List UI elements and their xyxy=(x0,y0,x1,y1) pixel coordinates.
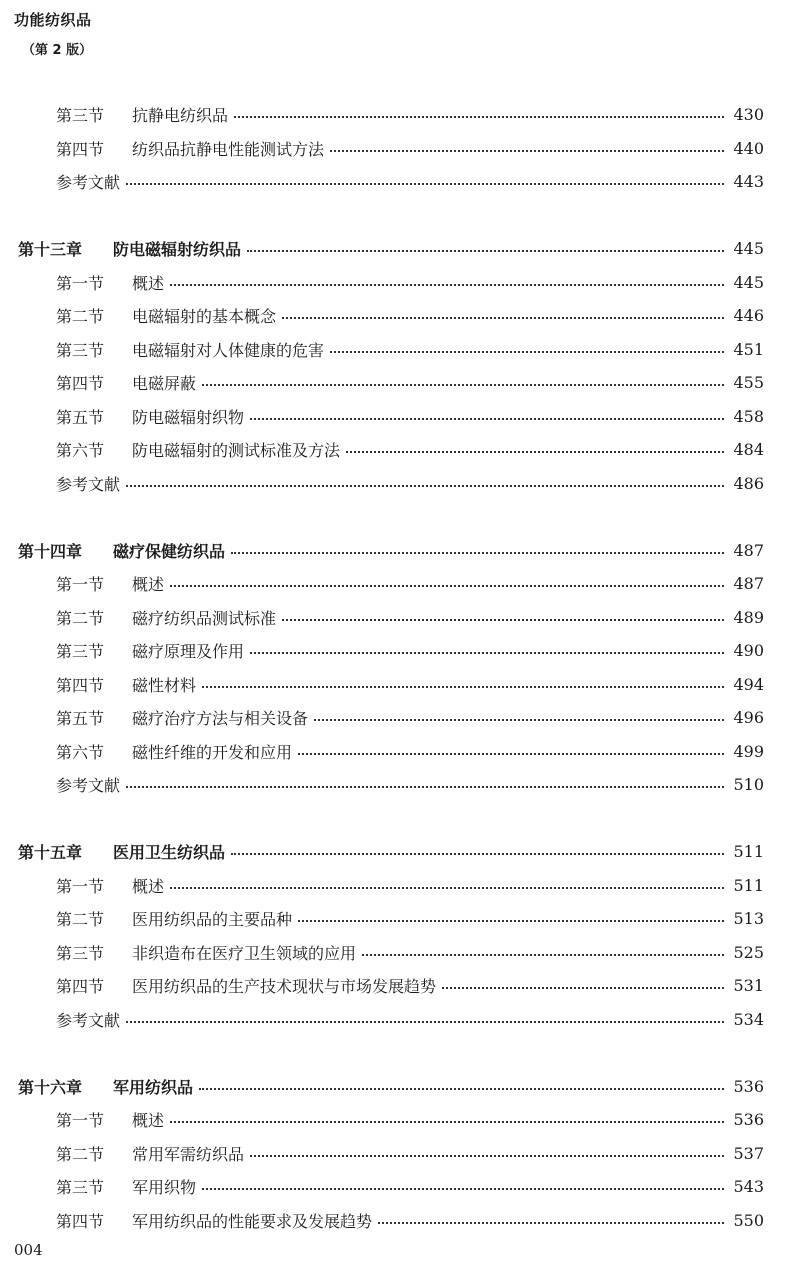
toc-entry-label xyxy=(56,740,292,763)
dot-leader xyxy=(170,283,724,286)
section-title: 电磁屏蔽 xyxy=(132,374,197,394)
toc-page-number: 486 xyxy=(733,473,764,493)
section-title: 磁性纤维的开发和应用 xyxy=(132,742,293,762)
dot-leader xyxy=(199,1087,724,1090)
toc-entry-label xyxy=(56,472,120,495)
toc-section-entry[interactable] xyxy=(0,1137,790,1171)
section-title: 电磁辐射对人体健康的危害 xyxy=(132,340,325,360)
toc-section-entry[interactable] xyxy=(0,132,790,166)
dot-leader xyxy=(282,316,724,319)
toc-entry-label xyxy=(56,606,276,629)
section-title: 概述 xyxy=(132,1111,165,1131)
chapter-title: 军用纺织品 xyxy=(113,1077,194,1097)
section-title: 非织造布在医疗卫生领域的应用 xyxy=(132,943,357,963)
dot-leader xyxy=(330,350,724,353)
toc-entry-label xyxy=(56,438,340,461)
dot-leader xyxy=(250,417,724,420)
section-number: 第三节 xyxy=(56,642,105,662)
toc-page-number: 511 xyxy=(733,875,764,895)
toc-entry-label xyxy=(56,338,324,361)
toc-page-number: 490 xyxy=(733,641,764,661)
dot-leader xyxy=(231,852,724,855)
toc-entry-label xyxy=(56,405,244,428)
section-number: 第二节 xyxy=(56,1144,105,1164)
toc-entry-label xyxy=(56,103,228,126)
toc-page-number: 543 xyxy=(733,1177,764,1197)
section-title: 参考文献 xyxy=(56,173,121,193)
toc-section-entry[interactable] xyxy=(0,1003,790,1037)
toc-spacer xyxy=(0,199,790,233)
toc-page-number: 534 xyxy=(733,1009,764,1029)
section-title: 磁性材料 xyxy=(132,675,197,695)
dot-leader xyxy=(298,919,724,922)
toc-entry-label xyxy=(56,572,164,595)
section-title: 概述 xyxy=(132,273,165,293)
toc-page-number: 443 xyxy=(733,172,764,192)
section-title: 军用纺织品的性能要求及发展趋势 xyxy=(132,1211,373,1231)
section-number: 第四节 xyxy=(56,374,105,394)
dot-leader xyxy=(378,1221,724,1224)
section-number: 第六节 xyxy=(56,742,105,762)
toc-page-number: 445 xyxy=(733,239,764,259)
section-title: 军用织物 xyxy=(132,1178,197,1198)
toc-page-number: 531 xyxy=(733,976,764,996)
toc-entry-label xyxy=(56,907,292,930)
section-number: 第五节 xyxy=(56,709,105,729)
toc-page-number: 458 xyxy=(733,406,764,426)
section-number: 第一节 xyxy=(56,575,105,595)
dot-leader xyxy=(250,651,724,654)
section-number: 第三节 xyxy=(56,340,105,360)
toc-page-number: 536 xyxy=(733,1076,764,1096)
section-title: 参考文献 xyxy=(56,474,121,494)
toc-section-entry[interactable] xyxy=(0,366,790,400)
toc-page-number: 550 xyxy=(733,1210,764,1230)
section-number: 第一节 xyxy=(56,876,105,896)
section-title: 防电磁辐射织物 xyxy=(132,407,245,427)
section-title: 电磁辐射的基本概念 xyxy=(132,307,277,327)
section-number: 第四节 xyxy=(56,977,105,997)
section-number: 第四节 xyxy=(56,1211,105,1231)
toc-entry-label xyxy=(56,304,276,327)
toc-entry-label xyxy=(56,371,196,394)
section-number: 第三节 xyxy=(56,106,105,126)
toc-page-number: 487 xyxy=(733,574,764,594)
section-title: 医用纺织品的生产技术现状与市场发展趋势 xyxy=(132,977,437,997)
dot-leader xyxy=(314,718,724,721)
toc-section-entry[interactable] xyxy=(0,165,790,199)
toc-entry-label xyxy=(18,1075,193,1098)
toc-section-entry[interactable] xyxy=(0,768,790,802)
section-number: 第二节 xyxy=(56,910,105,930)
toc-entry-label xyxy=(18,237,241,260)
toc-entry-label xyxy=(56,137,324,160)
section-title: 参考文献 xyxy=(56,1010,121,1030)
toc-page-number: 536 xyxy=(733,1110,764,1130)
section-title: 常用军需纺织品 xyxy=(132,1144,245,1164)
chapter-number: 第十六章 xyxy=(18,1077,83,1097)
toc-entry-label xyxy=(56,1142,244,1165)
section-title: 抗静电纺织品 xyxy=(132,106,229,126)
dot-leader xyxy=(126,484,724,487)
toc-page-number: 537 xyxy=(733,1143,764,1163)
toc-chapter-entry[interactable] xyxy=(0,534,790,568)
toc-entry-label xyxy=(56,874,164,897)
dot-leader xyxy=(202,685,724,688)
toc-entry-label xyxy=(56,673,196,696)
toc-page-number: 484 xyxy=(733,440,764,460)
toc-page-number: 451 xyxy=(733,339,764,359)
toc-chapter-entry[interactable] xyxy=(0,835,790,869)
toc-section-entry[interactable] xyxy=(0,902,790,936)
dot-leader xyxy=(442,986,724,989)
edition-label: （第 2 版） xyxy=(22,43,93,58)
section-number: 第二节 xyxy=(56,307,105,327)
section-number: 第一节 xyxy=(56,1111,105,1131)
toc-section-entry[interactable] xyxy=(0,98,790,132)
toc-entry-label xyxy=(56,170,120,193)
page-number: 004 xyxy=(14,1241,43,1259)
toc-page-number: 430 xyxy=(733,105,764,125)
dot-leader xyxy=(362,953,724,956)
toc-section-entry[interactable] xyxy=(0,936,790,970)
toc-entry-label xyxy=(56,941,356,964)
toc-section-entry[interactable] xyxy=(0,634,790,668)
toc-page-number: 446 xyxy=(733,306,764,326)
toc-section-entry[interactable] xyxy=(0,333,790,367)
table-of-contents xyxy=(0,98,790,1237)
toc-section-entry[interactable] xyxy=(0,299,790,333)
toc-section-entry[interactable] xyxy=(0,433,790,467)
chapter-title: 磁疗保健纺织品 xyxy=(113,541,226,561)
dot-leader xyxy=(247,249,724,252)
toc-section-entry[interactable] xyxy=(0,969,790,1003)
toc-page-number: 525 xyxy=(733,942,764,962)
section-number: 第三节 xyxy=(56,943,105,963)
toc-entry-label xyxy=(56,1209,372,1232)
section-title: 概述 xyxy=(132,876,165,896)
section-title: 防电磁辐射的测试标准及方法 xyxy=(132,441,341,461)
dot-leader xyxy=(126,1020,724,1023)
chapter-title: 医用卫生纺织品 xyxy=(113,843,226,863)
toc-entry-label xyxy=(56,271,164,294)
toc-entry-label xyxy=(56,974,436,997)
toc-entry-label xyxy=(18,539,225,562)
chapter-number: 第十五章 xyxy=(18,843,83,863)
toc-page-number: 455 xyxy=(733,373,764,393)
toc-section-entry[interactable] xyxy=(0,1204,790,1238)
toc-entry-label xyxy=(56,1175,196,1198)
section-number: 第二节 xyxy=(56,608,105,628)
section-title: 纺织品抗静电性能测试方法 xyxy=(132,139,325,159)
toc-section-entry[interactable] xyxy=(0,400,790,434)
toc-entry-label xyxy=(56,706,308,729)
section-title: 磁疗纺织品测试标准 xyxy=(132,608,277,628)
dot-leader xyxy=(202,383,724,386)
toc-section-entry[interactable] xyxy=(0,701,790,735)
section-number: 第五节 xyxy=(56,407,105,427)
dot-leader xyxy=(282,618,724,621)
dot-leader xyxy=(231,551,724,554)
section-number: 第六节 xyxy=(56,441,105,461)
toc-chapter-entry[interactable] xyxy=(0,1070,790,1104)
dot-leader xyxy=(298,752,724,755)
toc-spacer xyxy=(0,802,790,836)
toc-page-number: 513 xyxy=(733,909,764,929)
toc-section-entry[interactable] xyxy=(0,266,790,300)
toc-page-number: 489 xyxy=(733,607,764,627)
toc-spacer xyxy=(0,1036,790,1070)
chapter-number: 第十三章 xyxy=(18,240,83,260)
section-number: 第四节 xyxy=(56,675,105,695)
running-header xyxy=(14,10,92,60)
toc-page-number: 445 xyxy=(733,272,764,292)
dot-leader xyxy=(346,450,724,453)
section-title: 概述 xyxy=(132,575,165,595)
dot-leader xyxy=(234,115,724,118)
toc-page-number: 487 xyxy=(733,540,764,560)
dot-leader xyxy=(126,785,724,788)
dot-leader xyxy=(330,149,724,152)
toc-page-number: 510 xyxy=(733,775,764,795)
toc-page-number: 511 xyxy=(733,842,764,862)
chapter-number: 第十四章 xyxy=(18,541,83,561)
toc-section-entry[interactable] xyxy=(0,601,790,635)
section-title: 磁疗原理及作用 xyxy=(132,642,245,662)
dot-leader xyxy=(126,182,724,185)
dot-leader xyxy=(170,584,724,587)
toc-page-number: 494 xyxy=(733,674,764,694)
toc-section-entry[interactable] xyxy=(0,1103,790,1137)
dot-leader xyxy=(170,886,724,889)
toc-section-entry[interactable] xyxy=(0,869,790,903)
dot-leader xyxy=(250,1154,724,1157)
toc-section-entry[interactable] xyxy=(0,467,790,501)
toc-section-entry[interactable] xyxy=(0,735,790,769)
toc-entry-label xyxy=(56,773,120,796)
toc-chapter-entry[interactable] xyxy=(0,232,790,266)
toc-section-entry[interactable] xyxy=(0,1170,790,1204)
section-number: 第三节 xyxy=(56,1178,105,1198)
toc-entry-label xyxy=(56,1108,164,1131)
section-title: 参考文献 xyxy=(56,776,121,796)
toc-page-number: 440 xyxy=(733,138,764,158)
section-title: 医用纺织品的主要品种 xyxy=(132,910,293,930)
toc-page-number: 496 xyxy=(733,708,764,728)
section-number: 第一节 xyxy=(56,273,105,293)
dot-leader xyxy=(202,1187,724,1190)
book-title: 功能纺织品 xyxy=(14,11,92,29)
toc-section-entry[interactable] xyxy=(0,567,790,601)
section-title: 磁疗治疗方法与相关设备 xyxy=(132,709,309,729)
toc-entry-label xyxy=(56,639,244,662)
section-number: 第四节 xyxy=(56,139,105,159)
dot-leader xyxy=(170,1120,724,1123)
toc-page-number: 499 xyxy=(733,741,764,761)
chapter-title: 防电磁辐射纺织品 xyxy=(113,240,242,260)
toc-section-entry[interactable] xyxy=(0,668,790,702)
toc-spacer xyxy=(0,500,790,534)
toc-entry-label xyxy=(56,1008,120,1031)
toc-entry-label xyxy=(18,840,225,863)
